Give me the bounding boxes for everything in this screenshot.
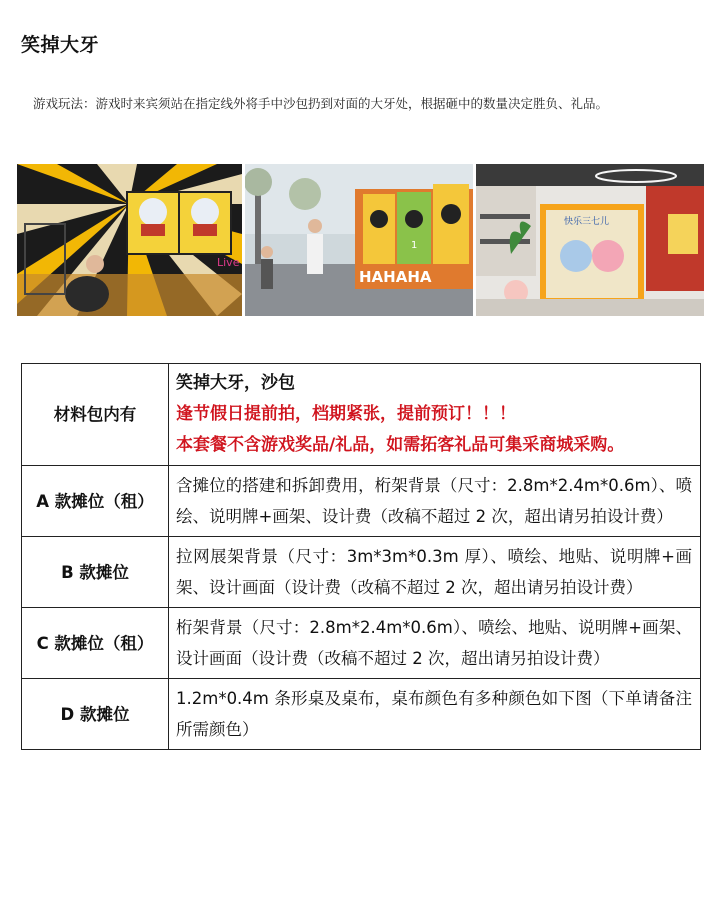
row-label-booth-c: C 款摊位（租） (22, 608, 169, 679)
row-label-booth-b: B 款摊位 (22, 537, 169, 608)
table-row (22, 537, 701, 608)
table-row (22, 364, 701, 466)
row-content-materials (169, 364, 701, 466)
photo-sign-poster: 快乐三七儿 (564, 217, 610, 227)
photo-strip (17, 164, 707, 316)
row-label-booth-d: D 款摊位 (22, 679, 169, 750)
row-content-booth-b: 拉网展架背景（尺寸：3m*3m*0.3m 厚）、喷绘、地贴、说明牌+画架、设计画面（设计费（改稿不超过 2 次，超出请另拍设计费） (169, 537, 701, 608)
photo-sign-live: Live (217, 256, 240, 269)
table-row (22, 679, 701, 750)
photo-sign-hahaha: HAHAHA (359, 268, 432, 286)
row-label-booth-a: A 款摊位（租） (22, 466, 169, 537)
row-content-booth-d: 1.2m*0.4m 条形桌及桌布，桌布颜色有多种颜色如下图（下单请备注所需颜色） (169, 679, 701, 750)
page-title: 笑掉大牙 (21, 34, 100, 56)
row-content-booth-c: 桁架背景（尺寸：2.8m*2.4m*0.6m）、喷绘、地贴、说明牌+画架、设计画面（设计费（改稿不超过 2 次，超出请另拍设计费） (169, 608, 701, 679)
materials-items: 笑掉大牙，沙包 (176, 373, 295, 393)
photo-sign-number: 1 (411, 240, 418, 251)
booth-photo-striped (17, 164, 242, 316)
gift-notice: 本套餐不含游戏奖品/礼品，如需拓客礼品可集采商城采购。 (176, 435, 625, 455)
game-rules-text: 游戏玩法：游戏时来宾须站在指定线外将手中沙包扔到对面的大牙处，根据砸中的数量决定胜负、礼品。 (33, 96, 609, 111)
row-content-booth-a: 含摊位的搭建和拆卸费用，桁架背景（尺寸：2.8m*2.4m*0.6m）、喷绘、说明牌+画架、设计费（改稿不超过 2 次，超出请另拍设计费） (169, 466, 701, 537)
holiday-notice: 逢节假日提前拍，档期紧张，提前预订！！！ (176, 404, 516, 424)
booth-photo-outdoor (245, 164, 473, 316)
booth-photo-indoor (476, 164, 704, 316)
table-row (22, 608, 701, 679)
table-row (22, 466, 701, 537)
row-label-materials: 材料包内有 (22, 364, 169, 466)
package-table (21, 363, 701, 750)
